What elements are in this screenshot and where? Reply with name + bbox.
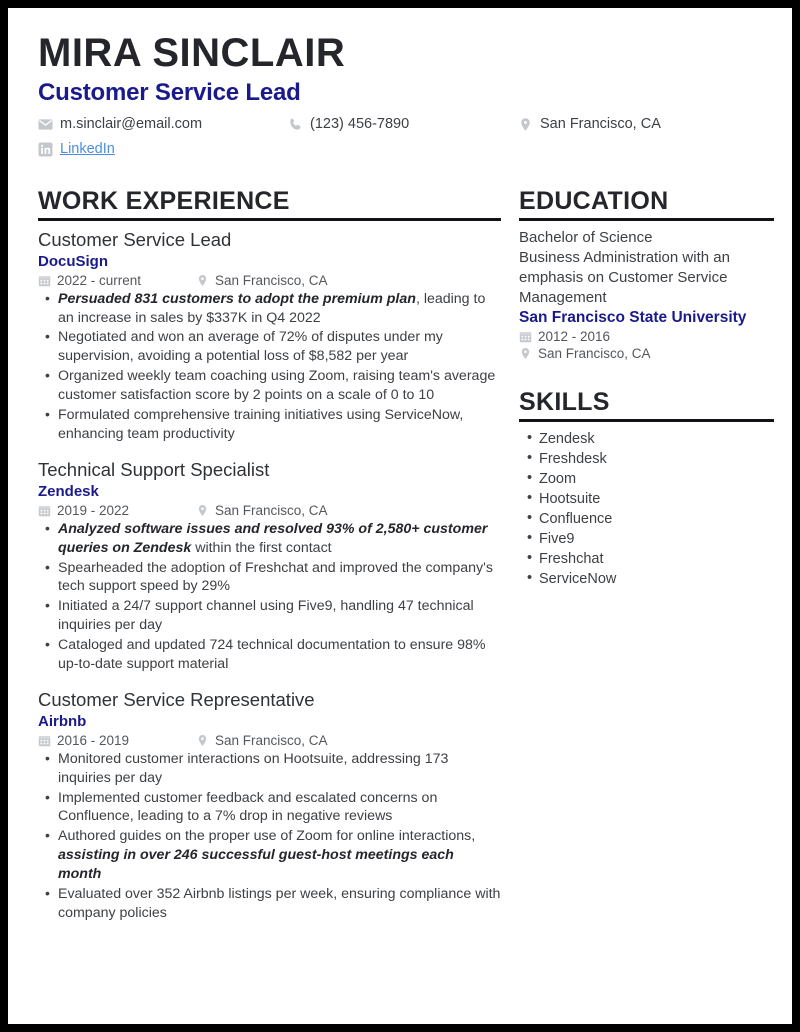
list-item [38,750,501,788]
map-pin-icon [196,734,209,747]
job-dates-text: 2022 - current [57,272,142,288]
job-entry [38,688,501,923]
list-item [38,597,501,635]
map-pin-icon [518,117,533,132]
contact-email-text: m.sinclair@email.com [60,116,203,133]
contact-row-secondary [38,141,770,166]
job-company: Airbnb [38,712,87,730]
list-item [38,789,501,827]
list-item: • Confluence [519,509,774,529]
list-item: • ServiceNow [519,569,774,589]
job-entry [38,228,501,444]
job-meta [38,503,501,518]
job-dates-text: 2019 - 2022 [57,502,130,518]
bullet-text: Organized weekly team coaching using Zoom, raising team's average customer satisfaction score by 2 points on a scale of 0 to 10 [58,368,496,404]
list-item: • Zoom [519,469,774,489]
skills-heading: SKILLS [519,388,610,417]
contact-phone[interactable] [288,116,518,132]
education-location [519,346,774,361]
calendar-icon [38,274,51,287]
education-field: Business Administration with an emphasis on Customer Service Management [519,248,730,306]
work-experience-section [38,188,501,937]
list-item: • Zendesk [519,429,774,449]
map-pin-icon [196,504,209,517]
list-item: • Freshchat [519,549,774,569]
bullet-text: , leading to an increase in sales by $337K in Q4 2022 [58,290,486,326]
bullet-text: Evaluated over 352 Airbnb listings per week, ensuring compliance with company policies [58,885,501,921]
candidate-headline: Customer Service Lead [38,79,301,107]
bullet-text: Formulated comprehensive training initiatives using ServiceNow, enhancing team productivity [58,406,464,442]
map-pin-icon [519,347,532,360]
job-dates [38,273,196,288]
job-bullet-list [38,750,501,923]
skills-list [519,429,774,589]
job-location-text: San Francisco, CA [215,272,328,288]
job-meta [38,733,501,748]
list-item [38,328,501,366]
bullet-text-pre: Authored guides on the proper use of Zoom for online interactions, [58,828,476,845]
linkedin-link[interactable]: LinkedIn [60,141,115,158]
contact-location [518,116,661,132]
envelope-icon [38,117,53,132]
linkedin-icon [38,142,53,157]
job-location-text: San Francisco, CA [215,502,328,518]
contact-row-primary [38,116,770,141]
section-divider [519,419,774,422]
list-item: • Five9 [519,529,774,549]
calendar-icon [38,734,51,747]
education-dates-text: 2012 - 2016 [538,329,611,345]
job-location [196,503,328,518]
sidebar [519,188,774,937]
list-item [38,520,501,558]
education-location-text: San Francisco, CA [538,346,651,362]
job-meta [38,273,501,288]
job-location [196,273,328,288]
job-dates [38,733,196,748]
list-item [38,559,501,597]
job-title: Technical Support Specialist [38,458,270,480]
contact-linkedin[interactable] [38,141,288,157]
bullet-highlight: Analyzed software issues and resolved 93% of 2,580+ customer queries on Zendesk [58,520,488,556]
list-item [38,290,501,328]
list-item [38,636,501,674]
job-location-text: San Francisco, CA [215,732,328,748]
education-heading: EDUCATION [519,187,669,216]
resume-body [38,188,770,937]
list-item [38,885,501,923]
bullet-highlight: assisting in over 246 successful guest-host meetings each month [58,847,454,883]
bullet-text: Monitored customer interactions on Hootsuite, addressing 173 inquiries per day [58,750,449,786]
bullet-text: Spearheaded the adoption of Freshchat and improved the company's tech support speed by 29% [58,559,493,595]
list-item [38,367,501,405]
list-item: • Hootsuite [519,489,774,509]
phone-icon [288,117,303,132]
skills-section [519,389,774,589]
job-location [196,733,328,748]
bullet-highlight: Persuaded 831 customers to adopt the premium plan [58,290,416,307]
resume-page [8,8,792,1024]
bullet-text: within the first contact [191,539,332,556]
contact-phone-text: (123) 456-7890 [310,116,410,133]
section-divider [38,218,501,221]
job-dates [38,503,196,518]
bullet-text: Negotiated and won an average of 72% of disputes under my supervision, avoiding a potential loss of $8,582 per year [58,329,443,365]
education-section [519,188,774,361]
resume-header [38,32,770,166]
list-item [38,406,501,444]
job-title: Customer Service Lead [38,228,232,250]
job-company: Zendesk [38,482,99,500]
education-degree: Bachelor of Science [519,228,653,246]
work-experience-heading: WORK EXPERIENCE [38,187,290,216]
job-bullet-list [38,520,501,674]
job-title: Customer Service Representative [38,688,315,710]
job-entry [38,458,501,674]
job-company: DocuSign [38,252,108,270]
education-dates [519,329,774,344]
contact-location-text: San Francisco, CA [540,116,661,133]
job-dates-text: 2016 - 2019 [57,732,130,748]
education-school: San Francisco State University [519,309,747,327]
contact-email[interactable] [38,116,288,132]
bullet-text: Implemented customer feedback and escalated concerns on Confluence, leading to a 7% drop in negative reviews [58,789,438,825]
calendar-icon [519,330,532,343]
map-pin-icon [196,274,209,287]
bullet-text: Cataloged and updated 724 technical documentation to ensure 98% up-to-date support material [58,637,486,672]
bullet-text: Initiated a 24/7 support channel using Five9, handling 47 technical inquiries per day [58,598,474,634]
calendar-icon [38,504,51,517]
candidate-name: MIRA SINCLAIR [38,31,346,75]
job-bullet-list [38,290,501,444]
list-item [38,827,501,884]
contact-block [38,116,770,166]
section-divider [519,218,774,221]
list-item: • Freshdesk [519,449,774,469]
